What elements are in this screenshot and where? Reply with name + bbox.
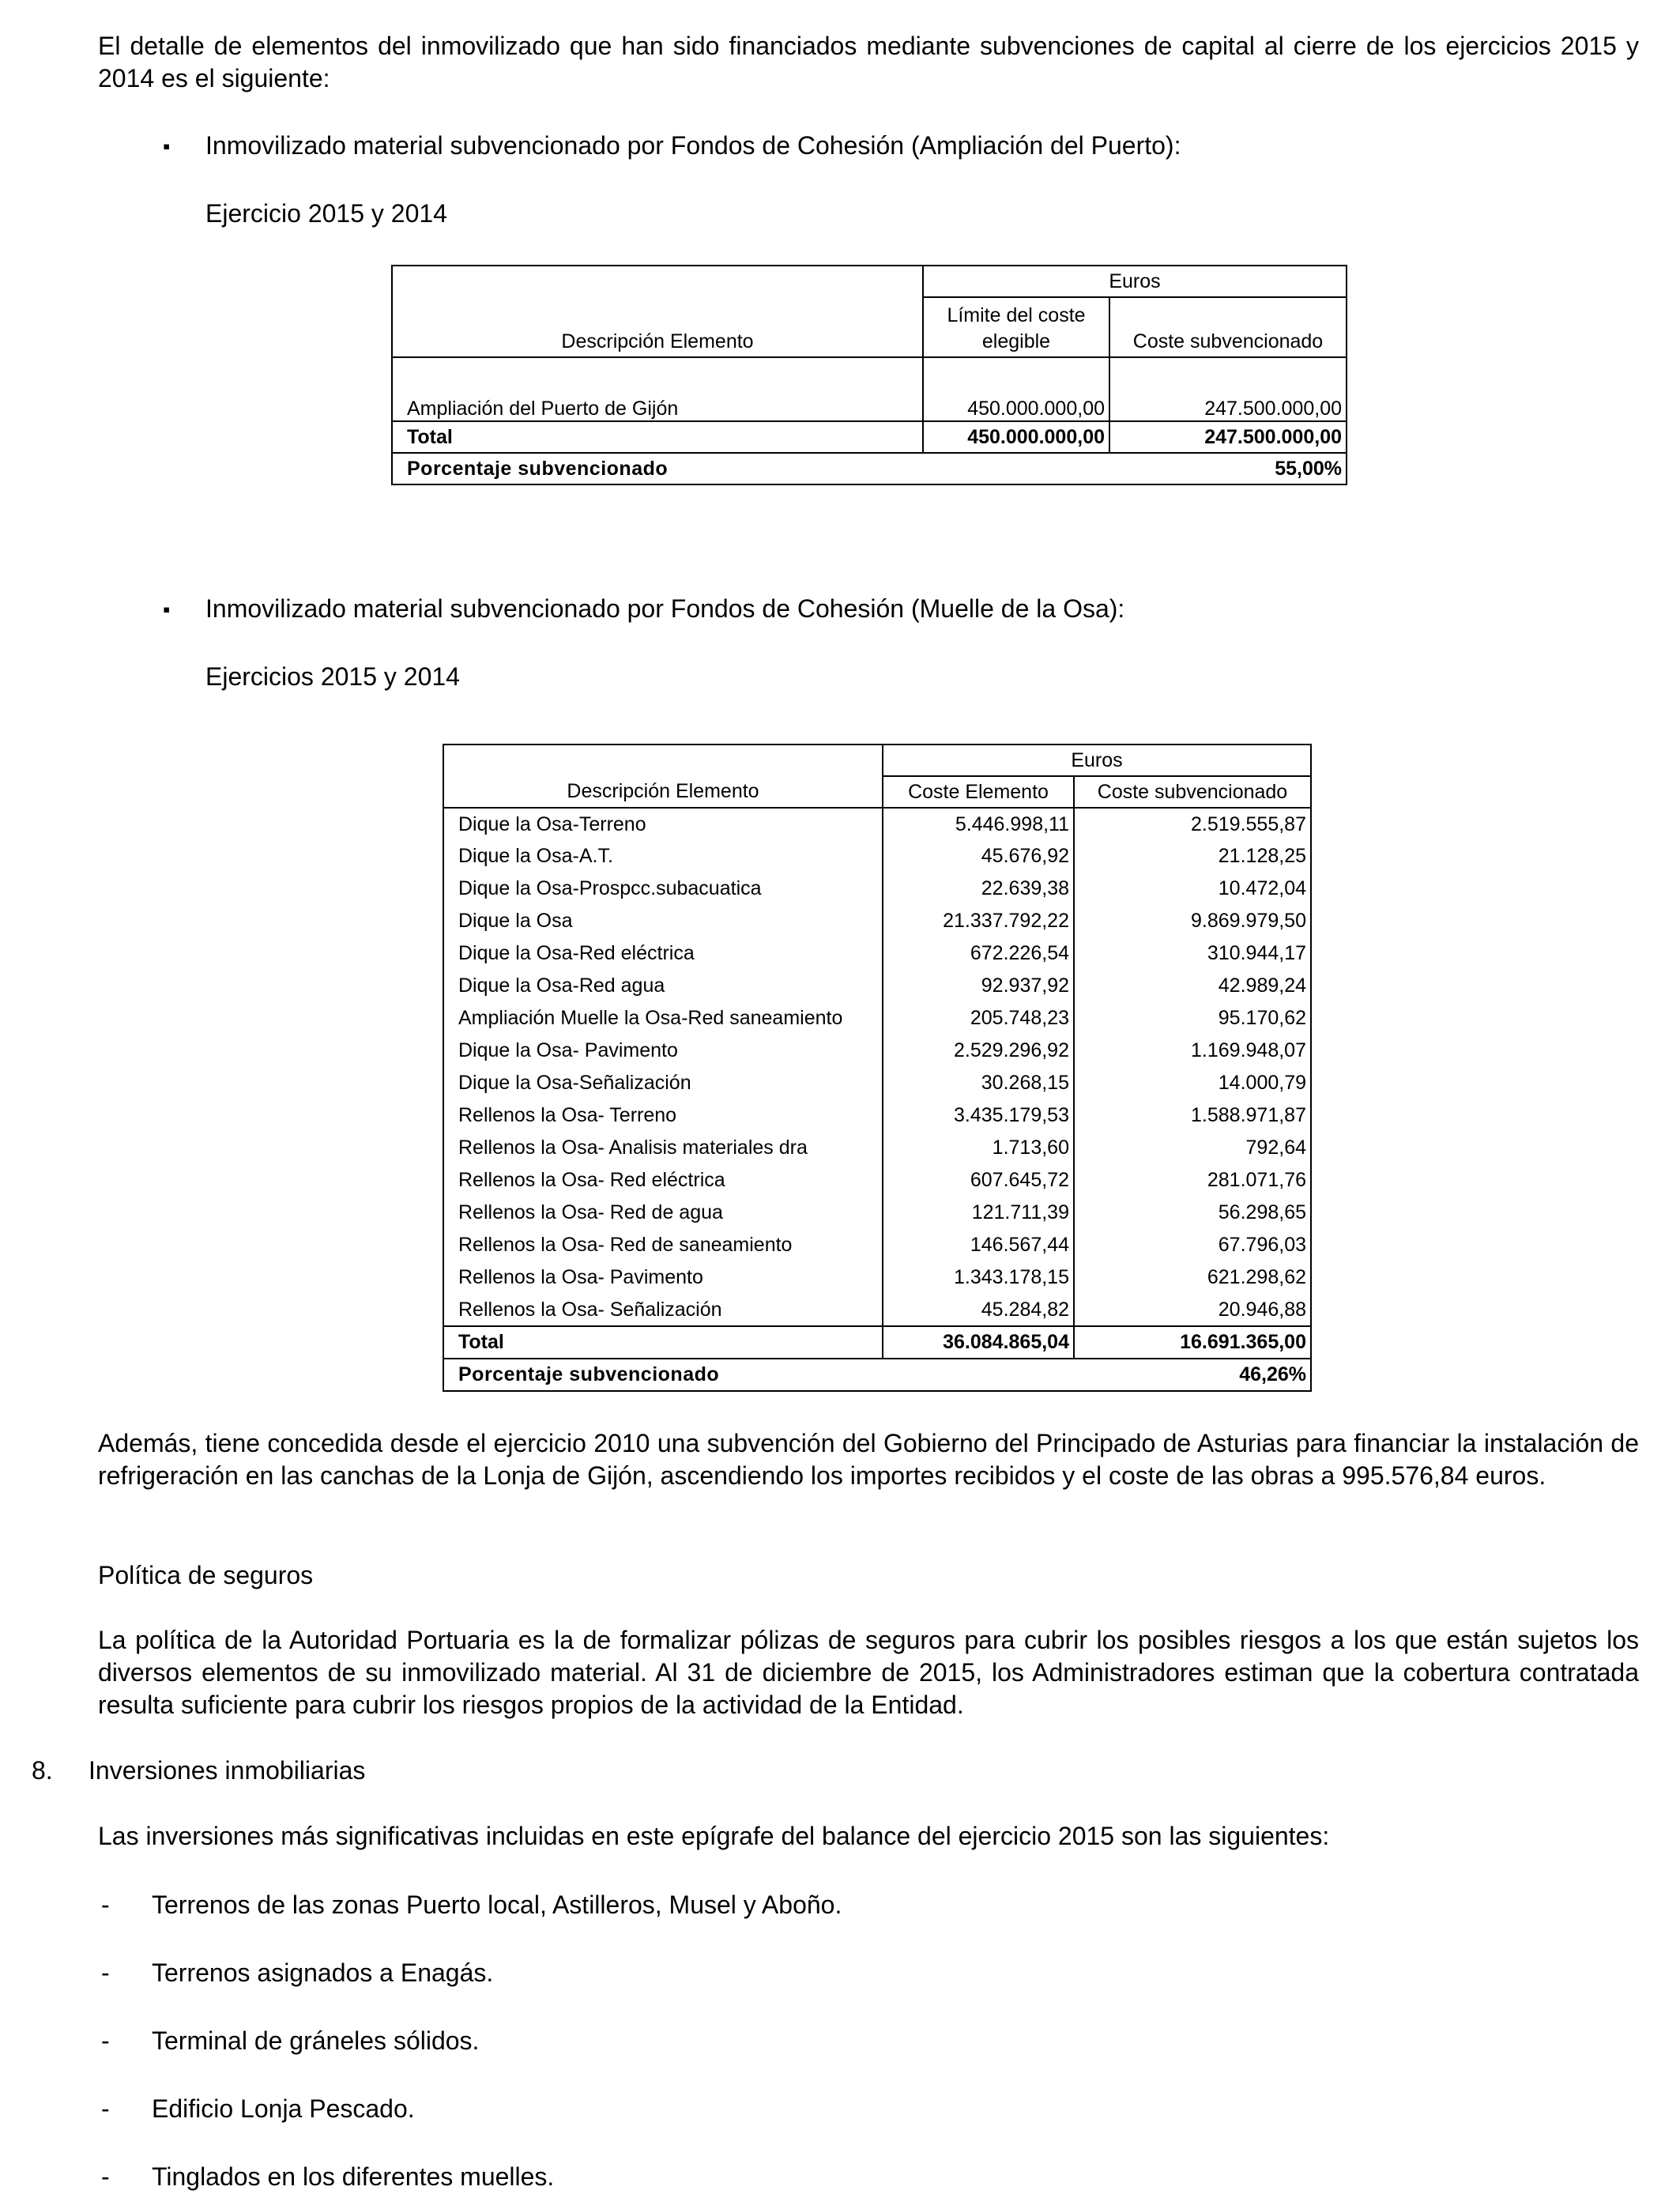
table2-group-header: Euros (883, 745, 1311, 776)
table-row (443, 1229, 1311, 1261)
row-value-a: 3.435.179,53 (883, 1099, 1074, 1132)
list-item: Edificio Lonja Pescado. (152, 2094, 415, 2123)
list-item: Terrenos asignados a Enagás. (152, 1958, 494, 1987)
table1-group-header: Euros (923, 266, 1347, 297)
table1-col-b: Coste subvencionado (1109, 327, 1347, 357)
row-desc: Ampliación del Puerto de Gijón (392, 389, 923, 421)
table-row (443, 840, 1311, 873)
row-value-b: 14.000,79 (1074, 1067, 1311, 1099)
row-desc: Dique la Osa-Red eléctrica (443, 937, 883, 970)
section2-heading: Inmovilizado material subvencionado por Fondos de Cohesión (Muelle de la Osa): (205, 594, 1125, 623)
table-row (443, 937, 1311, 970)
row-desc: Dique la Osa- Pavimento (443, 1035, 883, 1067)
row-value-b: 9.869.979,50 (1074, 905, 1311, 937)
row-value-b: 310.944,17 (1074, 937, 1311, 970)
percent-value: 46,26% (1074, 1359, 1311, 1391)
list-item: Terminal de gráneles sólidos. (152, 2026, 480, 2055)
bullet-2: ▪ (163, 598, 171, 621)
row-value-a: 22.639,38 (883, 873, 1074, 905)
row-desc: Dique la Osa (443, 905, 883, 937)
dash-marker: - (101, 2026, 110, 2055)
row-value-b: 42.989,24 (1074, 970, 1311, 1002)
table-row (443, 1164, 1311, 1197)
bullet-1: ▪ (163, 134, 171, 158)
row-value-b: 20.946,88 (1074, 1294, 1311, 1326)
table-muelle-osa (443, 744, 1312, 1392)
row-value-b: 281.071,76 (1074, 1164, 1311, 1197)
total-value-a: 36.084.865,04 (883, 1326, 1074, 1359)
section8-number: 8. (32, 1756, 53, 1785)
row-desc: Rellenos la Osa- Terreno (443, 1099, 883, 1132)
row-desc: Dique la Osa-Señalización (443, 1067, 883, 1099)
row-value-b: 621.298,62 (1074, 1261, 1311, 1294)
section1-heading: Inmovilizado material subvencionado por Fondos de Cohesión (Ampliación del Puerto): (205, 131, 1181, 160)
row-value-a: 21.337.792,22 (883, 905, 1074, 937)
row-value-a: 92.937,92 (883, 970, 1074, 1002)
row-value-a: 146.567,44 (883, 1229, 1074, 1261)
row-value-a: 607.645,72 (883, 1164, 1074, 1197)
table-row (443, 1035, 1311, 1067)
row-value-a: 1.713,60 (883, 1132, 1074, 1164)
table-percent-row (392, 453, 1347, 484)
dash-marker: - (101, 1891, 110, 1919)
row-value-a: 450.000.000,00 (923, 389, 1109, 421)
row-value-a: 205.748,23 (883, 1002, 1074, 1035)
row-value-b: 792,64 (1074, 1132, 1311, 1164)
row-desc: Dique la Osa-Red agua (443, 970, 883, 1002)
table2-col-a: Coste Elemento (883, 776, 1074, 808)
row-value-a: 5.446.998,11 (883, 808, 1074, 840)
row-value-a: 672.226,54 (883, 937, 1074, 970)
row-desc: Rellenos la Osa- Pavimento (443, 1261, 883, 1294)
section8-intro: Las inversiones más significativas incluidas en este epígrafe del balance del ejercicio 2015 son las siguientes: (98, 1822, 1330, 1850)
table-row (443, 1002, 1311, 1035)
row-value-a: 30.268,15 (883, 1067, 1074, 1099)
row-value-b: 2.519.555,87 (1074, 808, 1311, 840)
row-value-b: 10.472,04 (1074, 873, 1311, 905)
section8-title: Inversiones inmobiliarias (89, 1756, 366, 1785)
table-row (392, 389, 1347, 421)
table-row (443, 1294, 1311, 1326)
percent-value: 55,00% (1109, 453, 1347, 484)
table-total-row (443, 1326, 1311, 1359)
row-value-b: 21.128,25 (1074, 840, 1311, 873)
table-percent-row (443, 1359, 1311, 1391)
table-row (443, 808, 1311, 840)
politica-title: Política de seguros (98, 1561, 314, 1589)
row-value-a: 45.676,92 (883, 840, 1074, 873)
row-value-b: 1.169.948,07 (1074, 1035, 1311, 1067)
row-desc: Dique la Osa-Prospcc.subacuatica (443, 873, 883, 905)
row-desc: Rellenos la Osa- Señalización (443, 1294, 883, 1326)
row-desc: Rellenos la Osa- Red de agua (443, 1197, 883, 1229)
row-desc: Dique la Osa-Terreno (443, 808, 883, 840)
table1-col-a-line1: Límite del coste (923, 297, 1109, 327)
dash-marker: - (101, 2094, 110, 2123)
table-row (443, 1197, 1311, 1229)
table-total-row (392, 421, 1347, 453)
total-label: Total (392, 421, 923, 453)
table2-col-desc: Descripción Elemento (443, 776, 883, 808)
ademas-paragraph: Además, tiene concedida desde el ejercicio 2010 una subvención del Gobierno del Principado de Asturias para financiar la instalación de refrigeración en las canchas de la Lonja de Gijón, ascendiendo los importes recibidos y el coste de las obras a 995.576,84 euros. (98, 1429, 1639, 1490)
row-desc: Rellenos la Osa- Red de saneamiento (443, 1229, 883, 1261)
row-value-a: 45.284,82 (883, 1294, 1074, 1326)
table-row (443, 905, 1311, 937)
table-row (443, 1261, 1311, 1294)
intro-paragraph: El detalle de elementos del inmovilizado que han sido financiados mediante subvenciones de capital al cierre de los ejercicios 2015 y 2014 es el siguiente: (98, 32, 1639, 92)
total-value-b: 247.500.000,00 (1109, 421, 1347, 453)
section2-period: Ejercicios 2015 y 2014 (205, 662, 460, 691)
row-value-a: 121.711,39 (883, 1197, 1074, 1229)
list-item: Tinglados en los diferentes muelles. (152, 2162, 555, 2191)
row-value-b: 67.796,03 (1074, 1229, 1311, 1261)
table-row (443, 1099, 1311, 1132)
total-label: Total (443, 1326, 883, 1359)
table-row (443, 970, 1311, 1002)
total-value-b: 16.691.365,00 (1074, 1326, 1311, 1359)
table-row (443, 873, 1311, 905)
row-value-a: 1.343.178,15 (883, 1261, 1074, 1294)
dash-marker: - (101, 2162, 110, 2191)
row-desc: Rellenos la Osa- Analisis materiales dra (443, 1132, 883, 1164)
table2-col-b: Coste subvencionado (1074, 776, 1311, 808)
percent-label: Porcentaje subvencionado (443, 1359, 1074, 1391)
table-row (443, 1067, 1311, 1099)
percent-label: Porcentaje subvencionado (392, 453, 1109, 484)
table1-col-desc: Descripción Elemento (392, 327, 923, 357)
row-desc: Rellenos la Osa- Red eléctrica (443, 1164, 883, 1197)
politica-paragraph: La política de la Autoridad Portuaria es la de formalizar pólizas de seguros para cubrir los posibles riesgos a los que están sujetos los diversos elementos de su inmovilizado material. Al 31 de diciembre de 2015, los Administradores estiman que la cobertura contratada resulta suficiente para cubrir los riesgos propios de la actividad de la Entidad. (98, 1626, 1639, 1719)
row-value-b: 1.588.971,87 (1074, 1099, 1311, 1132)
table1-col-a-line2: elegible (923, 327, 1109, 357)
row-value-b: 247.500.000,00 (1109, 389, 1347, 421)
total-value-a: 450.000.000,00 (923, 421, 1109, 453)
list-item: Terrenos de las zonas Puerto local, Astilleros, Musel y Aboño. (152, 1891, 842, 1919)
row-desc: Dique la Osa-A.T. (443, 840, 883, 873)
row-value-b: 95.170,62 (1074, 1002, 1311, 1035)
row-value-a: 2.529.296,92 (883, 1035, 1074, 1067)
row-desc: Ampliación Muelle la Osa-Red saneamiento (443, 1002, 883, 1035)
section1-period: Ejercicio 2015 y 2014 (205, 199, 447, 228)
dash-marker: - (101, 1958, 110, 1987)
table-ampliacion-puerto (391, 265, 1347, 485)
table-row (443, 1132, 1311, 1164)
row-value-b: 56.298,65 (1074, 1197, 1311, 1229)
